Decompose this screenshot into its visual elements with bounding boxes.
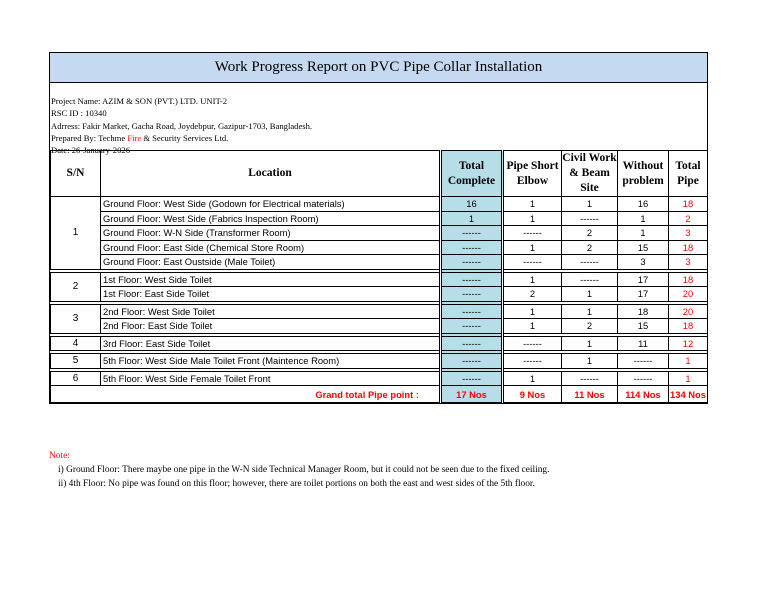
prepared-by-suffix: & Security Services Ltd.	[141, 132, 229, 143]
row-total-complete: 16	[441, 197, 503, 212]
row-location: Ground Floor: W-N Side (Transformer Room)	[101, 226, 441, 241]
row-without-problem: 16	[618, 197, 669, 212]
row-without-problem: 15	[618, 319, 669, 334]
row-without-problem: ------	[618, 354, 669, 369]
row-civil-work: 1	[562, 287, 618, 302]
row-total-pipe: 2	[669, 211, 708, 226]
row-total-pipe: 1	[669, 354, 708, 369]
report-sheet	[49, 52, 708, 404]
row-civil-work: 2	[562, 240, 618, 255]
row-sn: 2	[51, 272, 101, 301]
row-total-pipe: 18	[669, 272, 708, 287]
row-total-pipe: 3	[669, 255, 708, 270]
row-location: 2nd Floor: East Side Toilet	[101, 319, 441, 334]
table-row	[51, 226, 708, 241]
row-pipe-short-elbow: 1	[503, 371, 562, 386]
header-total-pipe: Total Pipe	[669, 151, 708, 197]
progress-table	[50, 150, 708, 403]
row-total-complete: ------	[441, 272, 503, 287]
row-pipe-short-elbow: 1	[503, 197, 562, 212]
row-total-pipe: 3	[669, 226, 708, 241]
row-total-pipe: 18	[669, 319, 708, 334]
row-civil-work: ------	[562, 211, 618, 226]
row-location: Ground Floor: East Side (Chemical Store Room)	[101, 240, 441, 255]
table-row	[51, 272, 708, 287]
row-civil-work: ------	[562, 371, 618, 386]
row-total-complete: ------	[441, 304, 503, 319]
row-total-complete: ------	[441, 226, 503, 241]
row-pipe-short-elbow: ------	[503, 354, 562, 369]
row-pipe-short-elbow: ------	[503, 336, 562, 351]
row-civil-work: ------	[562, 272, 618, 287]
row-total-pipe: 18	[669, 197, 708, 212]
row-total-complete: ------	[441, 354, 503, 369]
row-without-problem: 18	[618, 304, 669, 319]
table-row	[51, 211, 708, 226]
header-without-problem: Without problem	[618, 151, 669, 197]
project-info	[50, 83, 707, 156]
grand-total-elbow: 9 Nos	[503, 386, 562, 403]
row-without-problem: 1	[618, 226, 669, 241]
note-item: i) Ground Floor: There maybe one pipe in the W-N side Technical Manager Room, but it could not be seen due to the fixed ceiling.	[58, 465, 550, 475]
row-location: Ground Floor: East Oustside (Male Toilet)	[101, 255, 441, 270]
row-location: Ground Floor: West Side (Godown for Electrical materials)	[101, 197, 441, 212]
row-pipe-short-elbow: ------	[503, 255, 562, 270]
row-without-problem: 15	[618, 240, 669, 255]
row-civil-work: 1	[562, 197, 618, 212]
row-pipe-short-elbow: 1	[503, 304, 562, 319]
row-civil-work: 2	[562, 226, 618, 241]
header-sn: S/N	[51, 151, 101, 197]
row-pipe-short-elbow: 2	[503, 287, 562, 302]
row-pipe-short-elbow: 1	[503, 240, 562, 255]
project-name: Project Name: AZIM & SON (PVT.) LTD. UNIT-2	[51, 96, 228, 106]
grand-total-pipe: 134 Nos	[669, 386, 708, 403]
row-without-problem: 11	[618, 336, 669, 351]
table-row	[51, 371, 708, 386]
table-row	[51, 304, 708, 319]
row-civil-work: ------	[562, 255, 618, 270]
report-title: Work Progress Report on PVC Pipe Collar Installation	[50, 53, 707, 83]
row-pipe-short-elbow: 1	[503, 211, 562, 226]
table-row	[51, 197, 708, 212]
prepared-by-prefix: Prepared By: Techme	[51, 132, 128, 143]
row-location: 5th Floor: West Side Female Toilet Front	[101, 371, 441, 386]
prepared-by	[51, 132, 705, 144]
row-total-complete: ------	[441, 336, 503, 351]
header-pipe-short-elbow: Pipe Short Elbow	[503, 151, 562, 197]
row-pipe-short-elbow: ------	[503, 226, 562, 241]
table-row	[51, 255, 708, 270]
table-row	[51, 240, 708, 255]
row-civil-work: 1	[562, 354, 618, 369]
note-item: ii) 4th Floor: No pipe was found on this floor; however, there are toilet portions on both the east and west sides of the 5th floor.	[58, 479, 535, 489]
row-total-pipe: 20	[669, 287, 708, 302]
table-body	[51, 197, 708, 403]
row-sn: 5	[51, 354, 101, 369]
grand-total-civil: 11 Nos	[562, 386, 618, 403]
prepared-by-fire: Fire	[127, 132, 142, 143]
row-total-complete: ------	[441, 255, 503, 270]
row-sn: 3	[51, 304, 101, 333]
row-civil-work: 2	[562, 319, 618, 334]
row-location: 1st Floor: East Side Toilet	[101, 287, 441, 302]
row-total-pipe: 12	[669, 336, 708, 351]
row-location: Ground Floor: West Side (Fabrics Inspection Room)	[101, 211, 441, 226]
grand-total-without: 114 Nos	[618, 386, 669, 403]
address: Adrress: Fakir Market, Gacha Road, Joydebpur, Gazipur-1703, Bangladesh.	[51, 120, 313, 131]
rsc-id: RSC ID : 10340	[51, 108, 107, 119]
row-total-pipe: 18	[669, 240, 708, 255]
table-row	[51, 319, 708, 334]
row-total-pipe: 20	[669, 304, 708, 319]
notes	[49, 449, 549, 491]
row-location: 2nd Floor: West Side Toilet	[101, 304, 441, 319]
row-civil-work: 1	[562, 336, 618, 351]
row-sn: 4	[51, 336, 101, 351]
table-row	[51, 287, 708, 302]
row-civil-work: 1	[562, 304, 618, 319]
row-total-complete: 1	[441, 211, 503, 226]
header-civil-work: Civil Work & Beam Site	[562, 151, 618, 197]
row-total-complete: ------	[441, 319, 503, 334]
row-without-problem: 17	[618, 272, 669, 287]
row-without-problem: 3	[618, 255, 669, 270]
header-location: Location	[101, 151, 441, 197]
report-date: Date: 26-January-2026	[51, 145, 130, 156]
row-sn: 6	[51, 371, 101, 386]
header-row	[51, 151, 708, 197]
header-total-complete: Total Complete	[441, 151, 503, 197]
row-location: 5th Floor: West Side Male Toilet Front (Maintence Room)	[101, 354, 441, 369]
notes-heading: Note:	[49, 451, 70, 461]
row-location: 1st Floor: West Side Toilet	[101, 272, 441, 287]
row-without-problem: 1	[618, 211, 669, 226]
row-without-problem: ------	[618, 371, 669, 386]
row-pipe-short-elbow: 1	[503, 319, 562, 334]
grand-total-label: Grand total Pipe point :	[51, 386, 441, 403]
row-sn: 1	[51, 197, 101, 270]
grand-total-row	[51, 386, 708, 403]
row-total-pipe: 1	[669, 371, 708, 386]
row-total-complete: ------	[441, 371, 503, 386]
grand-total-complete: 17 Nos	[441, 386, 503, 403]
row-total-complete: ------	[441, 240, 503, 255]
row-pipe-short-elbow: 1	[503, 272, 562, 287]
table-row	[51, 354, 708, 369]
row-location: 3rd Floor: East Side Toilet	[101, 336, 441, 351]
row-without-problem: 17	[618, 287, 669, 302]
row-total-complete: ------	[441, 287, 503, 302]
table-row	[51, 336, 708, 351]
